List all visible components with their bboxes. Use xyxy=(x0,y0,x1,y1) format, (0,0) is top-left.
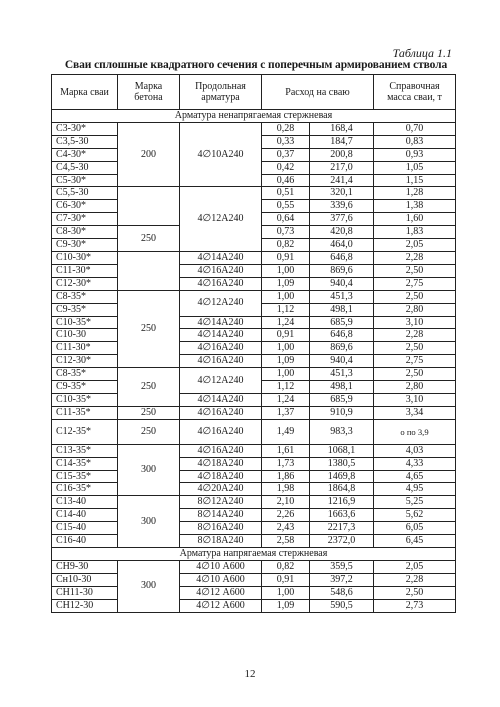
rebar-spec: 4∅14А240 xyxy=(180,251,262,264)
steel-mass: 646,8 xyxy=(310,329,374,342)
table-row xyxy=(52,483,456,496)
table-row xyxy=(52,251,456,264)
steel-mass: 590,5 xyxy=(310,599,374,612)
rebar-spec: 4∅14А240 xyxy=(180,329,262,342)
concrete-grade-empty xyxy=(118,187,180,226)
concrete-grade: 250 xyxy=(118,368,180,407)
pile-mark: С11-35* xyxy=(52,406,118,419)
concrete-volume: 0,82 xyxy=(262,560,310,573)
table-row xyxy=(52,599,456,612)
concrete-grade: 250 xyxy=(118,290,180,367)
concrete-grade: 300 xyxy=(118,496,180,548)
concrete-grade: 300 xyxy=(118,444,180,496)
pile-mass: 2,05 xyxy=(374,239,456,252)
concrete-volume: 0,82 xyxy=(262,239,310,252)
table-title: Сваи сплошные квадратного сечения с поперечным армированием ствола xyxy=(64,59,448,71)
pile-mark: С12-30* xyxy=(52,277,118,290)
rebar-spec: 4∅16А240 xyxy=(180,342,262,355)
pile-mass: 1,83 xyxy=(374,226,456,239)
pile-mass: 2,75 xyxy=(374,355,456,368)
steel-mass: 420,8 xyxy=(310,226,374,239)
rebar-spec: 4∅12А240 xyxy=(180,187,262,252)
steel-mass: 1380,5 xyxy=(310,457,374,470)
pile-mass: 5,25 xyxy=(374,496,456,509)
pile-mark: С14-40 xyxy=(52,509,118,522)
pile-mass: 2,50 xyxy=(374,290,456,303)
steel-mass: 359,5 xyxy=(310,560,374,573)
table-row xyxy=(52,444,456,457)
pile-mass: 2,50 xyxy=(374,264,456,277)
steel-mass: 498,1 xyxy=(310,303,374,316)
steel-mass: 377,6 xyxy=(310,213,374,226)
steel-mass: 498,1 xyxy=(310,381,374,394)
steel-mass: 241,4 xyxy=(310,174,374,187)
concrete-volume: 1,00 xyxy=(262,290,310,303)
steel-mass: 451,3 xyxy=(310,368,374,381)
steel-mass: 869,6 xyxy=(310,342,374,355)
header-concrete: Марка бетона xyxy=(118,75,180,110)
concrete-volume: 0,91 xyxy=(262,573,310,586)
header-mark: Марка сваи xyxy=(52,75,118,110)
table-row xyxy=(52,393,456,406)
rebar-spec: 4∅16А240 xyxy=(180,444,262,457)
table-row xyxy=(52,368,456,381)
table-row xyxy=(52,187,456,200)
rebar-spec: 8∅18А240 xyxy=(180,535,262,548)
concrete-volume: 1,12 xyxy=(262,303,310,316)
header-mass: Справочная масса сваи, т xyxy=(374,75,456,110)
rebar-spec: 4∅18А240 xyxy=(180,470,262,483)
steel-mass: 397,2 xyxy=(310,573,374,586)
pile-mark: СН9-30 xyxy=(52,560,118,573)
rebar-spec: 4∅10А240 xyxy=(180,122,262,187)
table-row xyxy=(52,496,456,509)
pile-mass: 1,38 xyxy=(374,200,456,213)
pile-mass: 2,28 xyxy=(374,251,456,264)
section-header: Арматура напрягаемая стержневая xyxy=(52,548,456,561)
concrete-volume: 1,00 xyxy=(262,264,310,277)
pile-mass: 2,50 xyxy=(374,586,456,599)
pile-mass: 2,50 xyxy=(374,342,456,355)
table-row xyxy=(52,509,456,522)
concrete-volume: 1,00 xyxy=(262,586,310,599)
pile-mass: 0,83 xyxy=(374,135,456,148)
concrete-volume: 1,09 xyxy=(262,277,310,290)
steel-mass: 2372,0 xyxy=(310,535,374,548)
concrete-grade: 300 xyxy=(118,560,180,612)
concrete-volume: 1,61 xyxy=(262,444,310,457)
pile-mark: СН12-30 xyxy=(52,599,118,612)
concrete-volume: 1,24 xyxy=(262,393,310,406)
table-row xyxy=(52,586,456,599)
concrete-volume: 1,09 xyxy=(262,355,310,368)
table-row xyxy=(52,264,456,277)
pile-mark: С4,5-30 xyxy=(52,161,118,174)
rebar-spec: 4∅18А240 xyxy=(180,457,262,470)
concrete-grade-empty xyxy=(118,251,180,290)
concrete-volume: 0,91 xyxy=(262,251,310,264)
steel-mass: 1068,1 xyxy=(310,444,374,457)
rebar-spec: 4∅16А240 xyxy=(180,264,262,277)
concrete-grade: 250 xyxy=(118,419,180,444)
pile-mass: 1,28 xyxy=(374,187,456,200)
pile-mark: С8-35* xyxy=(52,290,118,303)
steel-mass: 320,1 xyxy=(310,187,374,200)
concrete-volume: 2,10 xyxy=(262,496,310,509)
concrete-volume: 1,00 xyxy=(262,342,310,355)
pile-mass: 0,93 xyxy=(374,148,456,161)
concrete-volume: 1,49 xyxy=(262,419,310,444)
pile-mark: С9-35* xyxy=(52,381,118,394)
pile-mark: С14-35* xyxy=(52,457,118,470)
pile-mass: о по 3,9 xyxy=(374,419,456,444)
pile-mark: С16-40 xyxy=(52,535,118,548)
concrete-volume: 1,00 xyxy=(262,368,310,381)
table-row xyxy=(52,406,456,419)
pile-mass: 4,33 xyxy=(374,457,456,470)
pile-mass: 2,80 xyxy=(374,303,456,316)
table-row xyxy=(52,342,456,355)
steel-mass: 983,3 xyxy=(310,419,374,444)
pile-mass: 4,95 xyxy=(374,483,456,496)
rebar-spec: 4∅12А240 xyxy=(180,368,262,394)
rebar-spec: 4∅10 А600 xyxy=(180,560,262,573)
concrete-grade: 250 xyxy=(118,226,180,252)
steel-mass: 1216,9 xyxy=(310,496,374,509)
table-row xyxy=(52,470,456,483)
steel-mass: 548,6 xyxy=(310,586,374,599)
pile-mass: 2,50 xyxy=(374,368,456,381)
concrete-volume: 2,58 xyxy=(262,535,310,548)
pile-mass: 2,28 xyxy=(374,573,456,586)
concrete-volume: 1,98 xyxy=(262,483,310,496)
pile-mark: С9-30* xyxy=(52,239,118,252)
steel-mass: 685,9 xyxy=(310,316,374,329)
concrete-volume: 0,37 xyxy=(262,148,310,161)
concrete-volume: 0,51 xyxy=(262,187,310,200)
steel-mass: 910,9 xyxy=(310,406,374,419)
pile-mass: 2,73 xyxy=(374,599,456,612)
concrete-volume: 0,33 xyxy=(262,135,310,148)
pile-mark: С7-30* xyxy=(52,213,118,226)
concrete-grade: 200 xyxy=(118,122,180,187)
pile-mark: С10-35* xyxy=(52,316,118,329)
pile-mark: С13-40 xyxy=(52,496,118,509)
pile-mark: С6-30* xyxy=(52,200,118,213)
concrete-volume: 1,12 xyxy=(262,381,310,394)
pile-mark: С12-30* xyxy=(52,355,118,368)
pile-mark: С9-35* xyxy=(52,303,118,316)
pile-mass: 1,60 xyxy=(374,213,456,226)
concrete-volume: 1,86 xyxy=(262,470,310,483)
pile-mark: С8-30* xyxy=(52,226,118,239)
concrete-volume: 0,91 xyxy=(262,329,310,342)
section-header: Арматура ненапрягаемая стержневая xyxy=(52,110,456,123)
rebar-spec: 4∅16А240 xyxy=(180,355,262,368)
rebar-spec: 4∅14А240 xyxy=(180,393,262,406)
rebar-spec: 8∅12А240 xyxy=(180,496,262,509)
pile-mark: С4-30* xyxy=(52,148,118,161)
steel-mass: 940,4 xyxy=(310,355,374,368)
pile-mass: 5,62 xyxy=(374,509,456,522)
pile-mass: 2,28 xyxy=(374,329,456,342)
pile-mark: С16-35* xyxy=(52,483,118,496)
pile-mark: С10-30 xyxy=(52,329,118,342)
pile-mark: С5,5-30 xyxy=(52,187,118,200)
pile-mass: 2,80 xyxy=(374,381,456,394)
table-row xyxy=(52,316,456,329)
concrete-volume: 2,26 xyxy=(262,509,310,522)
pile-mass: 3,10 xyxy=(374,393,456,406)
steel-mass: 1864,8 xyxy=(310,483,374,496)
pile-mark: С15-40 xyxy=(52,522,118,535)
rebar-spec: 4∅12А240 xyxy=(180,290,262,316)
pile-mark: Сн10-30 xyxy=(52,573,118,586)
rebar-spec: 8∅16А240 xyxy=(180,522,262,535)
steel-mass: 685,9 xyxy=(310,393,374,406)
pile-mark: С3-30* xyxy=(52,122,118,135)
piles-table xyxy=(51,74,456,613)
pile-mark: С3,5-30 xyxy=(52,135,118,148)
steel-mass: 940,4 xyxy=(310,277,374,290)
steel-mass: 646,8 xyxy=(310,251,374,264)
rebar-spec: 4∅16А240 xyxy=(180,277,262,290)
table-row xyxy=(52,457,456,470)
pile-mark: С13-35* xyxy=(52,444,118,457)
rebar-spec: 8∅14А240 xyxy=(180,509,262,522)
pile-mass: 6,05 xyxy=(374,522,456,535)
pile-mass: 4,65 xyxy=(374,470,456,483)
header-consumption: Расход на сваю xyxy=(262,75,374,110)
steel-mass: 451,3 xyxy=(310,290,374,303)
pile-mark: С15-35* xyxy=(52,470,118,483)
pile-mass: 6,45 xyxy=(374,535,456,548)
pile-mark: С5-30* xyxy=(52,174,118,187)
concrete-volume: 0,28 xyxy=(262,122,310,135)
table-row xyxy=(52,122,456,135)
concrete-volume: 1,73 xyxy=(262,457,310,470)
pile-mark: СН11-30 xyxy=(52,586,118,599)
pile-mass: 2,75 xyxy=(374,277,456,290)
steel-mass: 2217,3 xyxy=(310,522,374,535)
concrete-volume: 0,42 xyxy=(262,161,310,174)
pile-mark: С10-35* xyxy=(52,393,118,406)
pile-mass: 0,70 xyxy=(374,122,456,135)
table-row xyxy=(52,535,456,548)
header-row xyxy=(52,75,456,110)
pile-mass: 2,05 xyxy=(374,560,456,573)
table-row xyxy=(52,522,456,535)
rebar-spec: 4∅16А240 xyxy=(180,406,262,419)
concrete-grade: 250 xyxy=(118,406,180,419)
concrete-volume: 1,37 xyxy=(262,406,310,419)
pile-mark: С10-30* xyxy=(52,251,118,264)
table-row xyxy=(52,277,456,290)
rebar-spec: 4∅12 А600 xyxy=(180,599,262,612)
table-row xyxy=(52,355,456,368)
pile-mark: С8-35* xyxy=(52,368,118,381)
page-number: 12 xyxy=(244,668,256,680)
concrete-volume: 0,55 xyxy=(262,200,310,213)
pile-mass: 4,03 xyxy=(374,444,456,457)
steel-mass: 168,4 xyxy=(310,122,374,135)
pile-mass: 3,10 xyxy=(374,316,456,329)
steel-mass: 869,6 xyxy=(310,264,374,277)
table-row xyxy=(52,573,456,586)
rebar-spec: 4∅12 А600 xyxy=(180,586,262,599)
table-row xyxy=(52,560,456,573)
pile-mark: С11-30* xyxy=(52,264,118,277)
steel-mass: 217,0 xyxy=(310,161,374,174)
steel-mass: 184,7 xyxy=(310,135,374,148)
pile-mark: С11-30* xyxy=(52,342,118,355)
header-rebar: Продольная арматура xyxy=(180,75,262,110)
table-row xyxy=(52,290,456,303)
concrete-volume: 2,43 xyxy=(262,522,310,535)
table-row xyxy=(52,419,456,444)
table-row xyxy=(52,329,456,342)
steel-mass: 1663,6 xyxy=(310,509,374,522)
concrete-volume: 0,64 xyxy=(262,213,310,226)
rebar-spec: 4∅20А240 xyxy=(180,483,262,496)
concrete-volume: 0,46 xyxy=(262,174,310,187)
concrete-volume: 1,24 xyxy=(262,316,310,329)
table-number: Таблица 1.1 xyxy=(392,46,452,60)
steel-mass: 200,8 xyxy=(310,148,374,161)
steel-mass: 339,6 xyxy=(310,200,374,213)
pile-mark: С12-35* xyxy=(52,419,118,444)
rebar-spec: 4∅14А240 xyxy=(180,316,262,329)
concrete-volume: 0,73 xyxy=(262,226,310,239)
pile-mass: 1,15 xyxy=(374,174,456,187)
pile-mass: 3,34 xyxy=(374,406,456,419)
steel-mass: 464,0 xyxy=(310,239,374,252)
pile-mass: 1,05 xyxy=(374,161,456,174)
concrete-volume: 1,09 xyxy=(262,599,310,612)
steel-mass: 1469,8 xyxy=(310,470,374,483)
rebar-spec: 4∅10 А600 xyxy=(180,573,262,586)
rebar-spec: 4∅16А240 xyxy=(180,419,262,444)
